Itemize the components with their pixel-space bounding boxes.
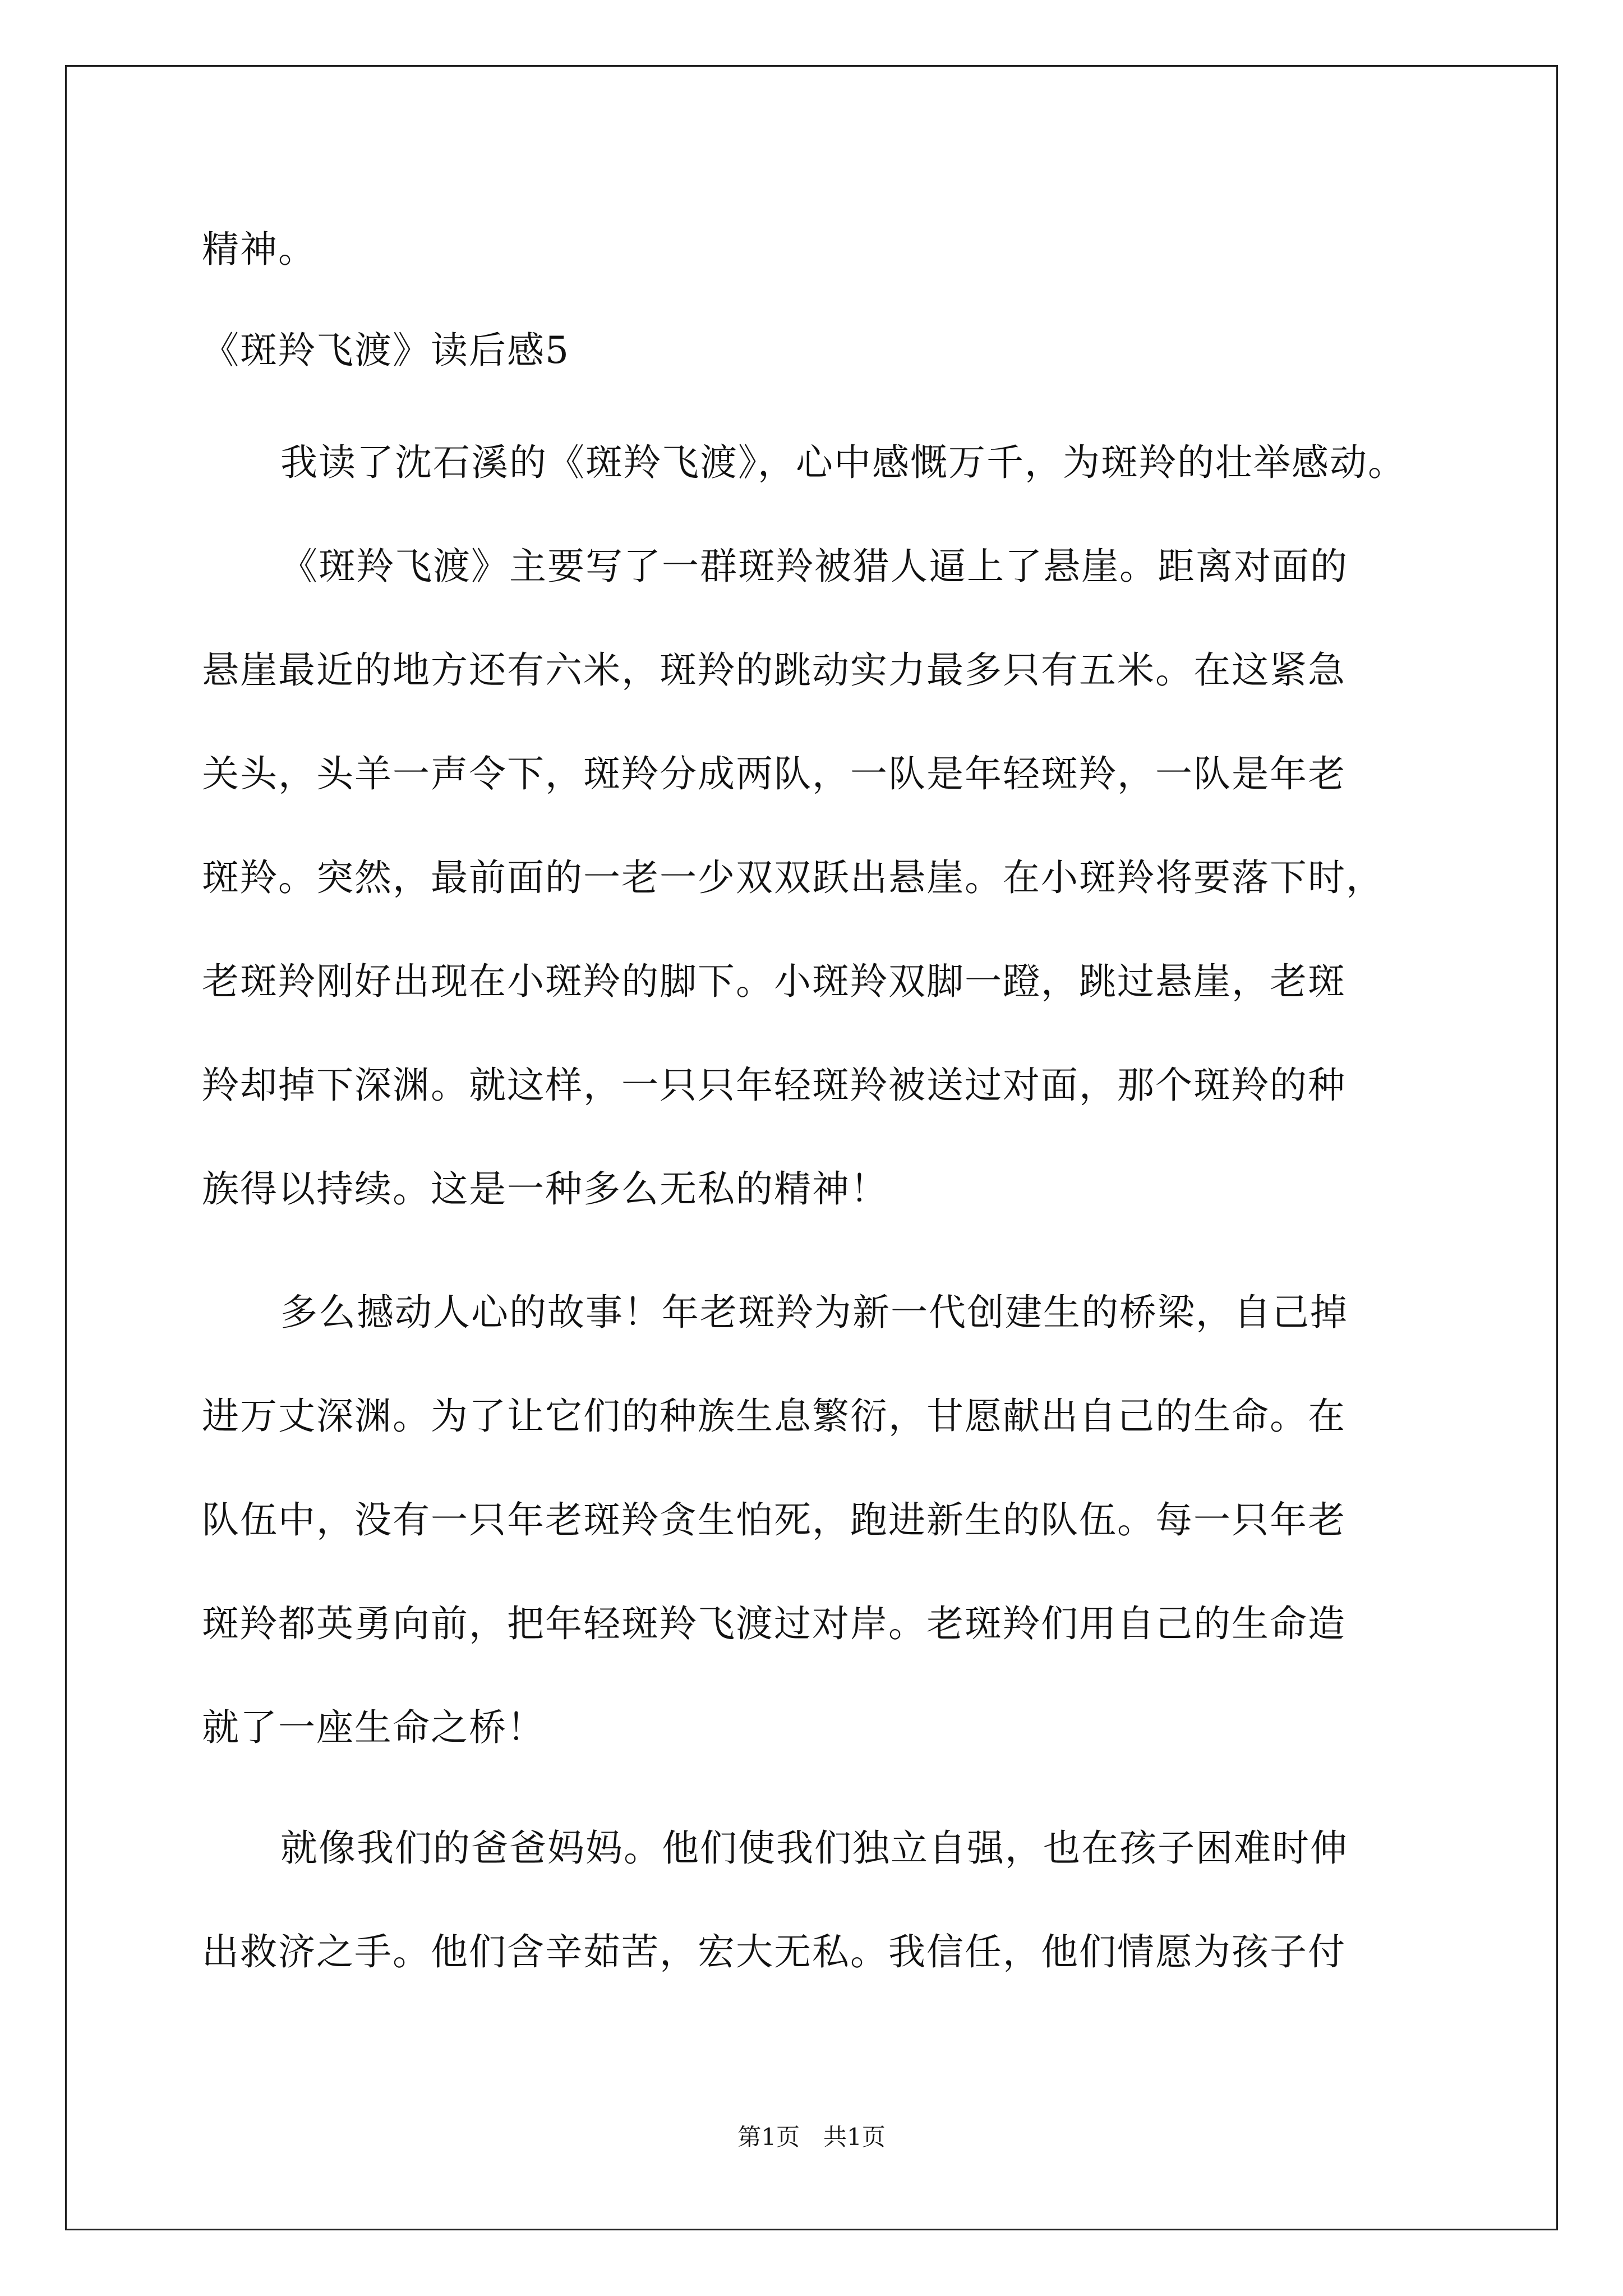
paragraph-3-line: 进万丈深渊。为了让它们的种族生息繁衍，甘愿献出自己的生命。在 (202, 1395, 1346, 1438)
paragraph-4-line: 就像我们的爸爸妈妈。他们使我们独立自强，也在孩子困难时伸 (280, 1826, 1348, 1870)
paragraph-2-line: 羚却掉下深渊。就这样，一只只年轻斑羚被送过对面，那个斑羚的种 (202, 1064, 1346, 1107)
paragraph-2-line: 老斑羚刚好出现在小斑羚的脚下。小斑羚双脚一蹬，跳过悬崖，老斑 (202, 960, 1346, 1003)
text-line: 精神。 (202, 228, 316, 271)
paragraph-3-line: 队伍中，没有一只年老斑羚贪生怕死，跑进新生的队伍。每一只年老 (202, 1498, 1346, 1542)
paragraph-4-line: 出救济之手。他们含辛茹苦，宏大无私。我信任，他们情愿为孩子付 (202, 1930, 1346, 1973)
paragraph-2-line: 《斑羚飞渡》主要写了一群斑羚被猎人逼上了悬崖。距离对面的 (280, 545, 1348, 588)
paragraph-2-line: 关头，头羊一声令下，斑羚分成两队，一队是年轻斑羚，一队是年老 (202, 752, 1346, 795)
paragraph-3-line: 多么撼动人心的故事！年老斑羚为新一代创建生的桥梁，自己掉 (280, 1291, 1348, 1334)
paragraph-3-line: 就了一座生命之桥！ (202, 1706, 545, 1749)
paragraph-2-line: 悬崖最近的地方还有六米，斑羚的跳动实力最多只有五米。在这紧急 (202, 648, 1346, 692)
paragraph-2-line: 族得以持续。这是一种多么无私的精神！ (202, 1167, 888, 1211)
paragraph-3-line: 斑羚都英勇向前，把年轻斑羚飞渡过对岸。老斑羚们用自己的生命造 (202, 1602, 1346, 1645)
section-heading: 《斑羚飞渡》读后感5 (202, 329, 570, 372)
paragraph-1-line: 我读了沈石溪的《斑羚飞渡》，心中感慨万千，为斑羚的壮举感动。 (280, 441, 1406, 484)
paragraph-2-line: 斑羚。突然，最前面的一老一少双双跃出悬崖。在小斑羚将要落下时， (202, 856, 1384, 899)
page-border (65, 65, 1558, 2230)
page-footer: 第1页 共1页 (737, 2123, 886, 2151)
